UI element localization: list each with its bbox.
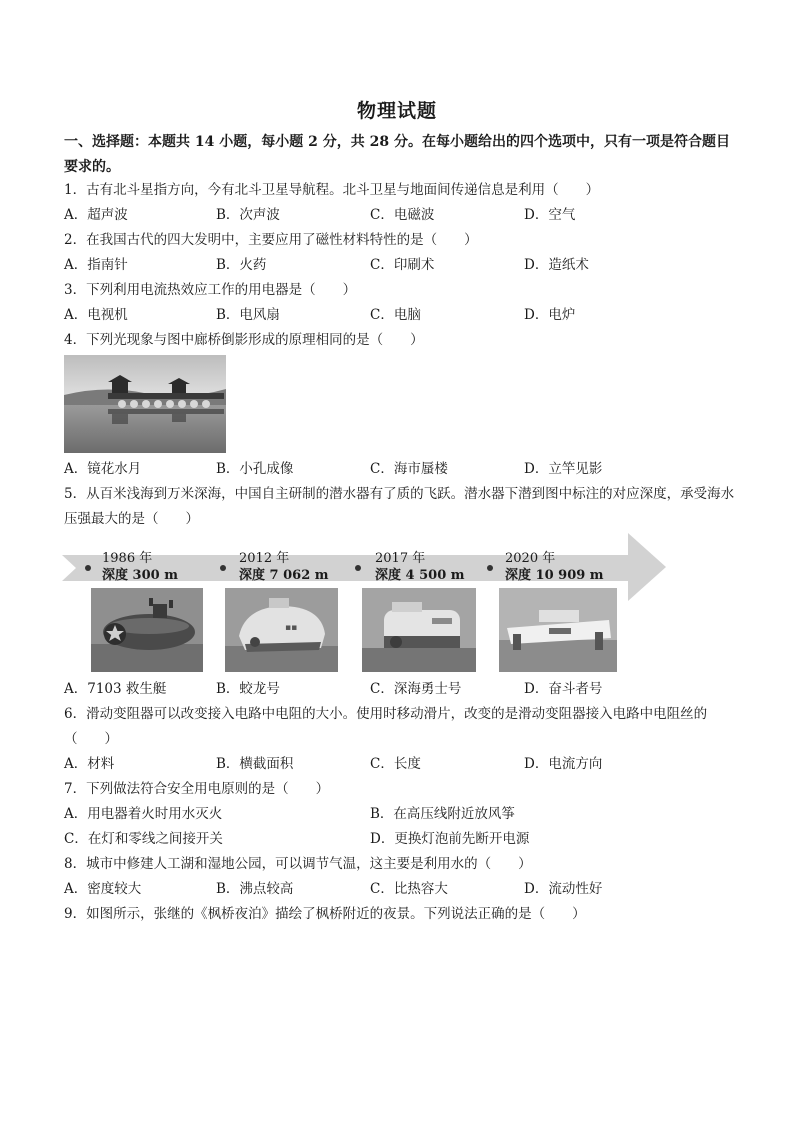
question-9-stem: 9．如图所示，张继的《枫桥夜泊》描绘了枫桥附近的夜景。下列说法正确的是（ ） <box>64 906 586 922</box>
question-6-options <box>64 752 744 777</box>
timeline-depth: 深度 10 909 m <box>505 568 604 583</box>
option-c[interactable]: C．印刷术 <box>370 257 435 273</box>
submersible-fendouzhe-photo <box>499 588 617 672</box>
svg-text:▪▪: ▪▪ <box>285 623 298 633</box>
question-3-options <box>64 303 744 328</box>
timeline-year: 2012 年 <box>239 551 290 566</box>
question-4-stem: 4．下列光现象与图中廊桥倒影形成的原理相同的是（ ） <box>64 332 424 348</box>
timeline-year: 1986 年 <box>102 551 153 566</box>
submersible-7103-photo <box>91 588 203 672</box>
question-7-options-row2 <box>64 827 744 852</box>
question-3-stem: 3．下列利用电流热效应工作的用电器是（ ） <box>64 282 357 298</box>
page-title: 物理试题 <box>356 100 437 122</box>
question-7-stem: 7．下列做法符合安全用电原则的是（ ） <box>64 781 330 797</box>
option-b[interactable]: B．横截面积 <box>216 756 294 772</box>
timeline-point-2012 <box>239 550 329 584</box>
option-b[interactable]: B．沸点较高 <box>216 881 294 897</box>
question-6-stem: 6．滑动变阻器可以改变接入电路中电阻的大小。使用时移动滑片，改变的是滑动变阻器接入电路中电阻丝的（ ） <box>64 706 708 747</box>
option-c[interactable]: C．长度 <box>370 756 421 772</box>
option-a[interactable]: A．镜花水月 <box>64 461 142 477</box>
option-a[interactable]: A．电视机 <box>64 307 128 323</box>
option-d[interactable]: D．电炉 <box>524 307 576 323</box>
option-b[interactable]: B．在高压线附近放风筝 <box>370 806 515 822</box>
corridor-bridge-reflection-photo <box>64 355 226 453</box>
question-2-stem: 2．在我国古代的四大发明中，主要应用了磁性材料特性的是（ ） <box>64 232 478 248</box>
option-c[interactable]: C．在灯和零线之间接开关 <box>64 831 223 847</box>
option-a[interactable]: A．用电器着火时用水灭火 <box>64 806 223 822</box>
question-1-stem: 1．古有北斗星指方向，今有北斗卫星导航程。北斗卫星与地面间传递信息是利用（ ） <box>64 182 600 198</box>
question-4-options <box>64 457 744 482</box>
timeline-point-1986 <box>102 550 178 584</box>
option-b[interactable]: B．蛟龙号 <box>216 681 280 697</box>
option-d[interactable]: D．空气 <box>524 207 576 223</box>
option-a[interactable]: A．密度较大 <box>64 881 142 897</box>
timeline-year: 2020 年 <box>505 551 556 566</box>
option-a[interactable]: A．指南针 <box>64 257 128 273</box>
timeline-depth: 深度 4 500 m <box>375 568 465 583</box>
option-a[interactable]: A．7103 救生艇 <box>64 681 167 697</box>
option-a[interactable]: A．材料 <box>64 756 115 772</box>
option-a[interactable]: A．超声波 <box>64 207 128 223</box>
option-d[interactable]: D．流动性好 <box>524 881 603 897</box>
option-d[interactable]: D．奋斗者号 <box>524 681 603 697</box>
option-c[interactable]: C．电脑 <box>370 307 421 323</box>
option-c[interactable]: C．海市蜃楼 <box>370 461 448 477</box>
timeline-depth: 深度 7 062 m <box>239 568 329 583</box>
option-d[interactable]: D．立竿见影 <box>524 461 603 477</box>
option-b[interactable]: B．次声波 <box>216 207 280 223</box>
question-5-stem: 5．从百米浅海到万米深海，中国自主研制的潜水器有了质的飞跃。潜水器下潜到图中标注的对应深度，承受海水压强最大的是（ ） <box>64 486 735 527</box>
option-b[interactable]: B．小孔成像 <box>216 461 294 477</box>
option-d[interactable]: D．更换灯泡前先断开电源 <box>370 831 530 847</box>
timeline-year: 2017 年 <box>375 551 426 566</box>
question-8-options <box>64 877 744 902</box>
option-d[interactable]: D．电流方向 <box>524 756 603 772</box>
option-c[interactable]: C．比热容大 <box>370 881 448 897</box>
option-b[interactable]: B．电风扇 <box>216 307 280 323</box>
option-b[interactable]: B．火药 <box>216 257 267 273</box>
question-8-stem: 8．城市中修建人工湖和湿地公园，可以调节气温，这主要是利用水的（ ） <box>64 856 532 872</box>
timeline-point-2020 <box>505 550 604 584</box>
question-7-options-row1 <box>64 802 744 827</box>
question-2-options <box>64 253 744 278</box>
question-5-options <box>64 677 744 702</box>
option-c[interactable]: C．电磁波 <box>370 207 435 223</box>
submersible-jiaolong-photo <box>225 588 338 672</box>
option-d[interactable]: D．造纸术 <box>524 257 589 273</box>
timeline-depth: 深度 300 m <box>102 568 178 583</box>
option-c[interactable]: C．深海勇士号 <box>370 681 462 697</box>
submersible-deep-sea-warrior-photo <box>362 588 476 672</box>
timeline-point-2017 <box>375 550 465 584</box>
question-1-options <box>64 203 744 228</box>
section-heading: 一、选择题：本题共 14 小题，每小题 2 分，共 28 分。在每小题给出的四个选项中，只有一项是符合题目要求的。 <box>64 134 730 175</box>
